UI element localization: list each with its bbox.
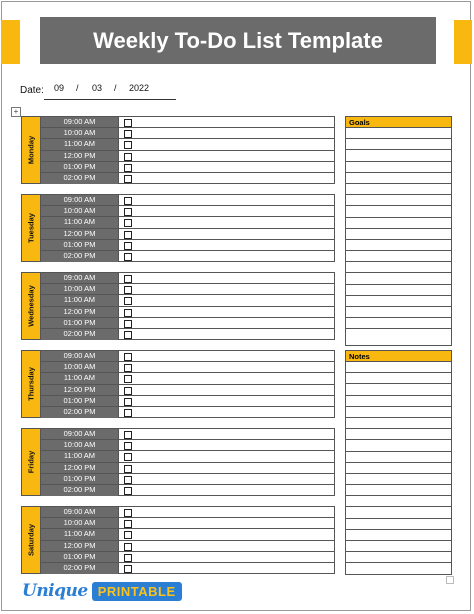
writing-line[interactable] — [346, 519, 451, 530]
writing-line[interactable] — [346, 440, 451, 451]
writing-line[interactable] — [346, 563, 451, 574]
task-checkbox[interactable] — [124, 476, 132, 484]
time-slot-row[interactable] — [41, 373, 334, 384]
time-label: 09:00 AM — [41, 195, 119, 205]
date-separator: / — [76, 83, 79, 93]
time-label: 10:00 AM — [41, 362, 119, 372]
time-slot-row[interactable] — [41, 151, 334, 162]
time-slot-row[interactable] — [41, 240, 334, 251]
writing-line[interactable] — [346, 407, 451, 418]
day-tab — [22, 351, 41, 417]
time-label: 12:00 PM — [41, 229, 119, 239]
writing-line[interactable] — [346, 530, 451, 541]
time-label: 02:00 PM — [41, 251, 119, 262]
date-label: Date: — [20, 85, 44, 96]
writing-line[interactable] — [346, 162, 451, 173]
writing-line[interactable] — [346, 229, 451, 240]
writing-line[interactable] — [346, 240, 451, 251]
time-slot-row[interactable] — [41, 362, 334, 373]
task-checkbox[interactable] — [124, 242, 132, 250]
time-label: 11:00 AM — [41, 373, 119, 383]
time-label: 10:00 AM — [41, 440, 119, 450]
time-label: 10:00 AM — [41, 206, 119, 216]
day-name: Monday — [26, 135, 36, 165]
day-name: Thursday — [26, 367, 36, 401]
time-slot-row[interactable] — [41, 474, 334, 485]
day-block — [21, 194, 335, 262]
day-block — [21, 116, 335, 184]
task-checkbox[interactable] — [124, 175, 132, 183]
writing-line[interactable] — [346, 552, 451, 563]
day-block — [21, 350, 335, 418]
time-slot-row[interactable] — [41, 407, 334, 418]
task-checkbox[interactable] — [124, 275, 132, 283]
date-underline — [44, 99, 176, 100]
task-checkbox[interactable] — [124, 531, 132, 539]
time-slot-row[interactable] — [41, 552, 334, 563]
writing-line[interactable] — [346, 452, 451, 463]
time-slot-row[interactable] — [41, 463, 334, 474]
time-label: 09:00 AM — [41, 507, 119, 517]
time-label: 02:00 PM — [41, 485, 119, 496]
task-checkbox[interactable] — [124, 219, 132, 227]
expand-plus-icon[interactable]: + — [11, 107, 21, 117]
time-label: 01:00 PM — [41, 318, 119, 328]
task-checkbox[interactable] — [124, 543, 132, 551]
time-slot-row[interactable] — [41, 440, 334, 451]
time-label: 09:00 AM — [41, 273, 119, 283]
notes-panel — [345, 350, 452, 575]
task-checkbox[interactable] — [124, 409, 132, 417]
day-name: Friday — [26, 450, 36, 474]
time-label: 11:00 AM — [41, 217, 119, 227]
writing-line[interactable] — [346, 173, 451, 184]
task-checkbox[interactable] — [124, 253, 132, 261]
time-label: 02:00 PM — [41, 173, 119, 184]
time-slot-row[interactable] — [41, 518, 334, 529]
time-slot-row[interactable] — [41, 329, 334, 340]
task-checkbox[interactable] — [124, 141, 132, 149]
time-label: 09:00 AM — [41, 429, 119, 439]
date-separator: / — [114, 83, 117, 93]
writing-line[interactable] — [346, 418, 451, 429]
time-slot-row[interactable] — [41, 117, 334, 128]
task-checkbox[interactable] — [124, 509, 132, 517]
day-block — [21, 506, 335, 574]
task-checkbox[interactable] — [124, 164, 132, 172]
task-checkbox[interactable] — [124, 453, 132, 461]
time-label: 12:00 PM — [41, 307, 119, 317]
writing-line[interactable] — [346, 396, 451, 407]
time-slot-row[interactable] — [41, 173, 334, 184]
time-slot-row[interactable] — [41, 251, 334, 262]
task-checkbox[interactable] — [124, 487, 132, 495]
time-slot-row[interactable] — [41, 385, 334, 396]
writing-line[interactable] — [346, 307, 451, 318]
writing-line[interactable] — [346, 184, 451, 195]
task-checkbox[interactable] — [124, 398, 132, 406]
writing-line[interactable] — [346, 139, 451, 150]
writing-line[interactable] — [346, 251, 451, 262]
writing-line[interactable] — [346, 474, 451, 485]
time-label: 11:00 AM — [41, 451, 119, 461]
time-label: 09:00 AM — [41, 351, 119, 361]
time-label: 10:00 AM — [41, 518, 119, 528]
writing-line[interactable] — [346, 496, 451, 507]
task-checkbox[interactable] — [124, 320, 132, 328]
day-block — [21, 428, 335, 496]
time-slot-row[interactable] — [41, 229, 334, 240]
date-month[interactable]: 09 — [54, 83, 65, 93]
time-label: 02:00 PM — [41, 407, 119, 418]
day-name: Tuesday — [26, 213, 36, 243]
time-label: 01:00 PM — [41, 396, 119, 406]
task-checkbox[interactable] — [124, 565, 132, 573]
writing-line[interactable] — [346, 195, 451, 206]
time-label: 11:00 AM — [41, 529, 119, 539]
time-label: 12:00 PM — [41, 385, 119, 395]
time-label: 01:00 PM — [41, 162, 119, 172]
day-tab — [22, 117, 41, 183]
task-checkbox[interactable] — [124, 208, 132, 216]
time-slot-row[interactable] — [41, 295, 334, 306]
writing-line[interactable] — [346, 541, 451, 552]
goals-header: Goals — [346, 117, 451, 128]
task-checkbox[interactable] — [124, 231, 132, 239]
day-block — [21, 272, 335, 340]
writing-line[interactable] — [346, 262, 451, 273]
writing-line[interactable] — [346, 150, 451, 161]
time-slot-row[interactable] — [41, 128, 334, 139]
writing-line[interactable] — [346, 507, 451, 518]
task-checkbox[interactable] — [124, 520, 132, 528]
brand-logo — [22, 580, 182, 602]
time-slot-row[interactable] — [41, 529, 334, 540]
task-checkbox[interactable] — [124, 286, 132, 294]
time-slot-row[interactable] — [41, 451, 334, 462]
task-checkbox[interactable] — [124, 119, 132, 127]
logo-unique-text: Unique — [22, 581, 88, 601]
header-accent-left — [1, 20, 20, 64]
time-slot-row[interactable] — [41, 429, 334, 440]
task-checkbox[interactable] — [124, 387, 132, 395]
notes-header: Notes — [346, 351, 451, 362]
writing-line[interactable] — [346, 329, 451, 340]
task-checkbox[interactable] — [124, 364, 132, 372]
time-slot-row[interactable] — [41, 273, 334, 284]
time-slot-row[interactable] — [41, 284, 334, 295]
time-label: 02:00 PM — [41, 563, 119, 574]
writing-line[interactable] — [346, 463, 451, 474]
writing-line[interactable] — [346, 206, 451, 217]
time-label: 09:00 AM — [41, 117, 119, 127]
task-checkbox[interactable] — [124, 554, 132, 562]
time-slot-row[interactable] — [41, 139, 334, 150]
time-slot-row[interactable] — [41, 195, 334, 206]
day-tab — [22, 507, 41, 573]
task-checkbox[interactable] — [124, 153, 132, 161]
writing-line[interactable] — [346, 373, 451, 384]
time-label: 11:00 AM — [41, 139, 119, 149]
time-slot-row[interactable] — [41, 307, 334, 318]
day-tab — [22, 195, 41, 261]
task-checkbox[interactable] — [124, 331, 132, 339]
time-slot-row[interactable] — [41, 351, 334, 362]
time-slot-row[interactable] — [41, 563, 334, 574]
task-checkbox[interactable] — [124, 465, 132, 473]
time-label: 12:00 PM — [41, 463, 119, 473]
time-label: 01:00 PM — [41, 552, 119, 562]
date-day[interactable]: 03 — [92, 83, 103, 93]
writing-line[interactable] — [346, 485, 451, 496]
goals-panel — [345, 116, 452, 346]
resize-handle-icon[interactable] — [446, 576, 454, 584]
writing-line[interactable] — [346, 429, 451, 440]
day-name: Saturday — [26, 523, 36, 557]
task-checkbox[interactable] — [124, 431, 132, 439]
logo-printable-text: PRINTABLE — [92, 582, 182, 601]
writing-line[interactable] — [346, 318, 451, 329]
time-slot-row[interactable] — [41, 162, 334, 173]
header-accent-right — [454, 20, 472, 64]
task-checkbox[interactable] — [124, 442, 132, 450]
day-tab — [22, 429, 41, 495]
time-slot-row[interactable] — [41, 485, 334, 496]
writing-line[interactable] — [346, 296, 451, 307]
date-year[interactable]: 2022 — [129, 83, 150, 93]
writing-line[interactable] — [346, 285, 451, 296]
day-tab — [22, 273, 41, 339]
task-checkbox[interactable] — [124, 130, 132, 138]
day-name: Wednesday — [26, 285, 36, 327]
task-checkbox[interactable] — [124, 297, 132, 305]
page-title: Weekly To-Do List Template — [40, 17, 436, 64]
time-label: 12:00 PM — [41, 541, 119, 551]
time-slot-row[interactable] — [41, 217, 334, 228]
time-label: 12:00 PM — [41, 151, 119, 161]
time-slot-row[interactable] — [41, 318, 334, 329]
time-label: 02:00 PM — [41, 329, 119, 340]
task-checkbox[interactable] — [124, 309, 132, 317]
time-slot-row[interactable] — [41, 206, 334, 217]
writing-line[interactable] — [346, 218, 451, 229]
task-checkbox[interactable] — [124, 375, 132, 383]
time-label: 10:00 AM — [41, 284, 119, 294]
time-label: 01:00 PM — [41, 474, 119, 484]
time-slot-row[interactable] — [41, 507, 334, 518]
time-slot-row[interactable] — [41, 396, 334, 407]
writing-line[interactable] — [346, 273, 451, 284]
time-label: 01:00 PM — [41, 240, 119, 250]
task-checkbox[interactable] — [124, 353, 132, 361]
task-checkbox[interactable] — [124, 197, 132, 205]
time-label: 10:00 AM — [41, 128, 119, 138]
writing-line[interactable] — [346, 128, 451, 139]
time-label: 11:00 AM — [41, 295, 119, 305]
time-slot-row[interactable] — [41, 541, 334, 552]
writing-line[interactable] — [346, 384, 451, 395]
writing-line[interactable] — [346, 362, 451, 373]
